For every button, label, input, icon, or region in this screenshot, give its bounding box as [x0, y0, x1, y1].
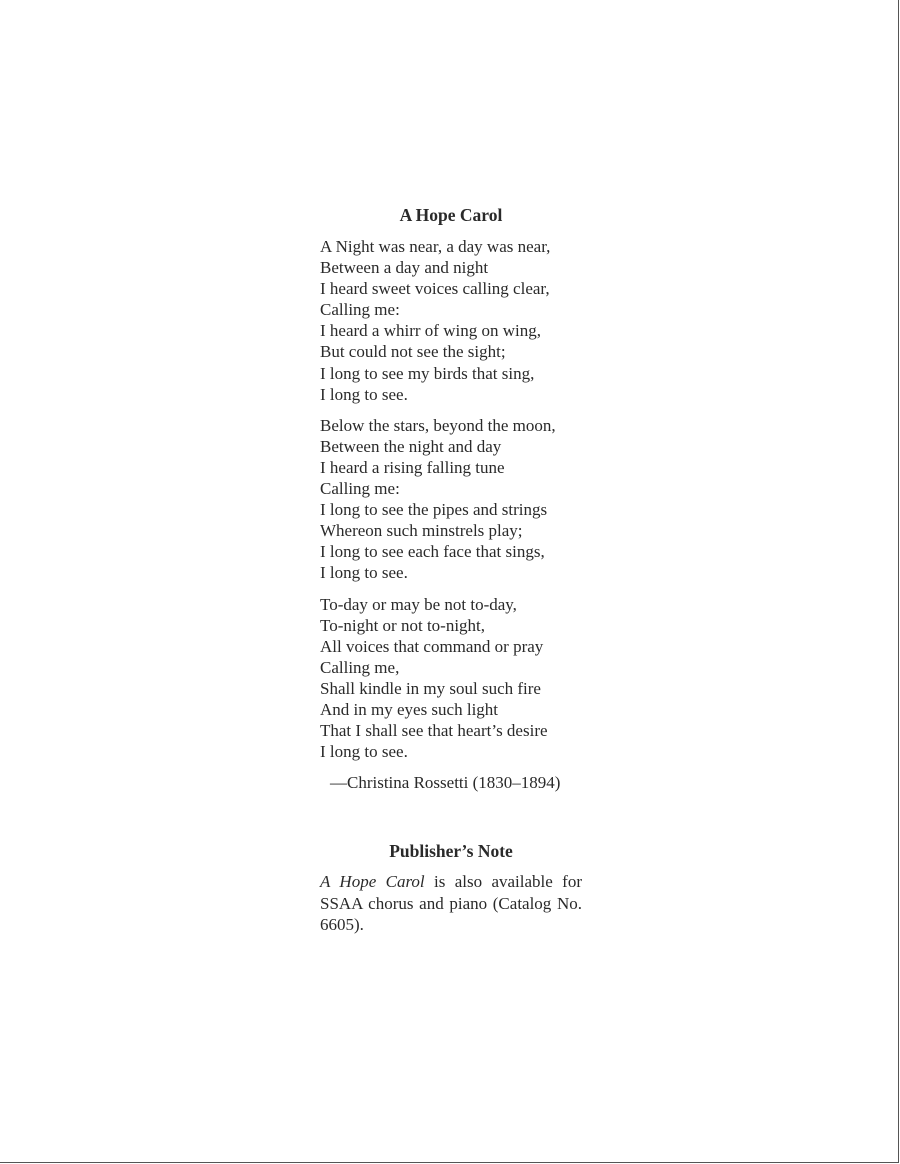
poem-line: I long to see. [320, 563, 408, 583]
poem-line: I heard a whirr of wing on wing, [320, 321, 541, 341]
poem-line: I heard a rising falling tune [320, 457, 505, 477]
poem-title: A Hope Carol [399, 205, 503, 225]
poem-line: Calling me: [320, 479, 400, 499]
stanza-1 [320, 236, 582, 405]
publishers-note-title: Publisher’s Note [389, 841, 513, 862]
publishers-note-text: is also available for SSAA chorus and piano (Catalog No. 6605). [320, 872, 582, 935]
poem-line: I long to see the pipes and strings [320, 500, 548, 520]
poem-line: I long to see. [320, 742, 408, 762]
poem-line: Whereon such minstrels play; [320, 521, 523, 541]
poem-line: Between a day and night [320, 258, 489, 278]
publishers-note-work-title: A Hope Carol [320, 872, 425, 892]
poem-line: But could not see the sight; [320, 342, 506, 362]
poem-line: Shall kindle in my soul such fire [320, 678, 541, 698]
poem-line: I heard sweet voices calling clear, [320, 279, 550, 299]
stanza-2 [320, 415, 582, 584]
publishers-note-body [320, 871, 582, 936]
poem-line: I long to see. [320, 384, 408, 404]
text-column [320, 203, 582, 936]
poem-line: I long to see each face that sings, [320, 542, 545, 562]
stanza-3 [320, 594, 582, 763]
poem-line: To-day or may be not to-day, [320, 594, 517, 614]
poem-line: Calling me, [320, 657, 400, 677]
poem-attribution: —Christina Rossetti (1830–1894) [330, 773, 561, 793]
poem-line: And in my eyes such light [320, 699, 499, 719]
poem-line: Calling me: [320, 300, 400, 320]
poem-line: That I shall see that heart’s desire [320, 721, 548, 741]
poem-line: A Night was near, a day was near, [320, 237, 551, 256]
poem-line: All voices that command or pray [320, 636, 544, 656]
poem-line: I long to see my birds that sing, [320, 363, 535, 383]
poem-line: Below the stars, beyond the moon, [320, 415, 556, 435]
poem-line: Between the night and day [320, 436, 502, 456]
poem-line: To-night or not to-night, [320, 615, 486, 635]
